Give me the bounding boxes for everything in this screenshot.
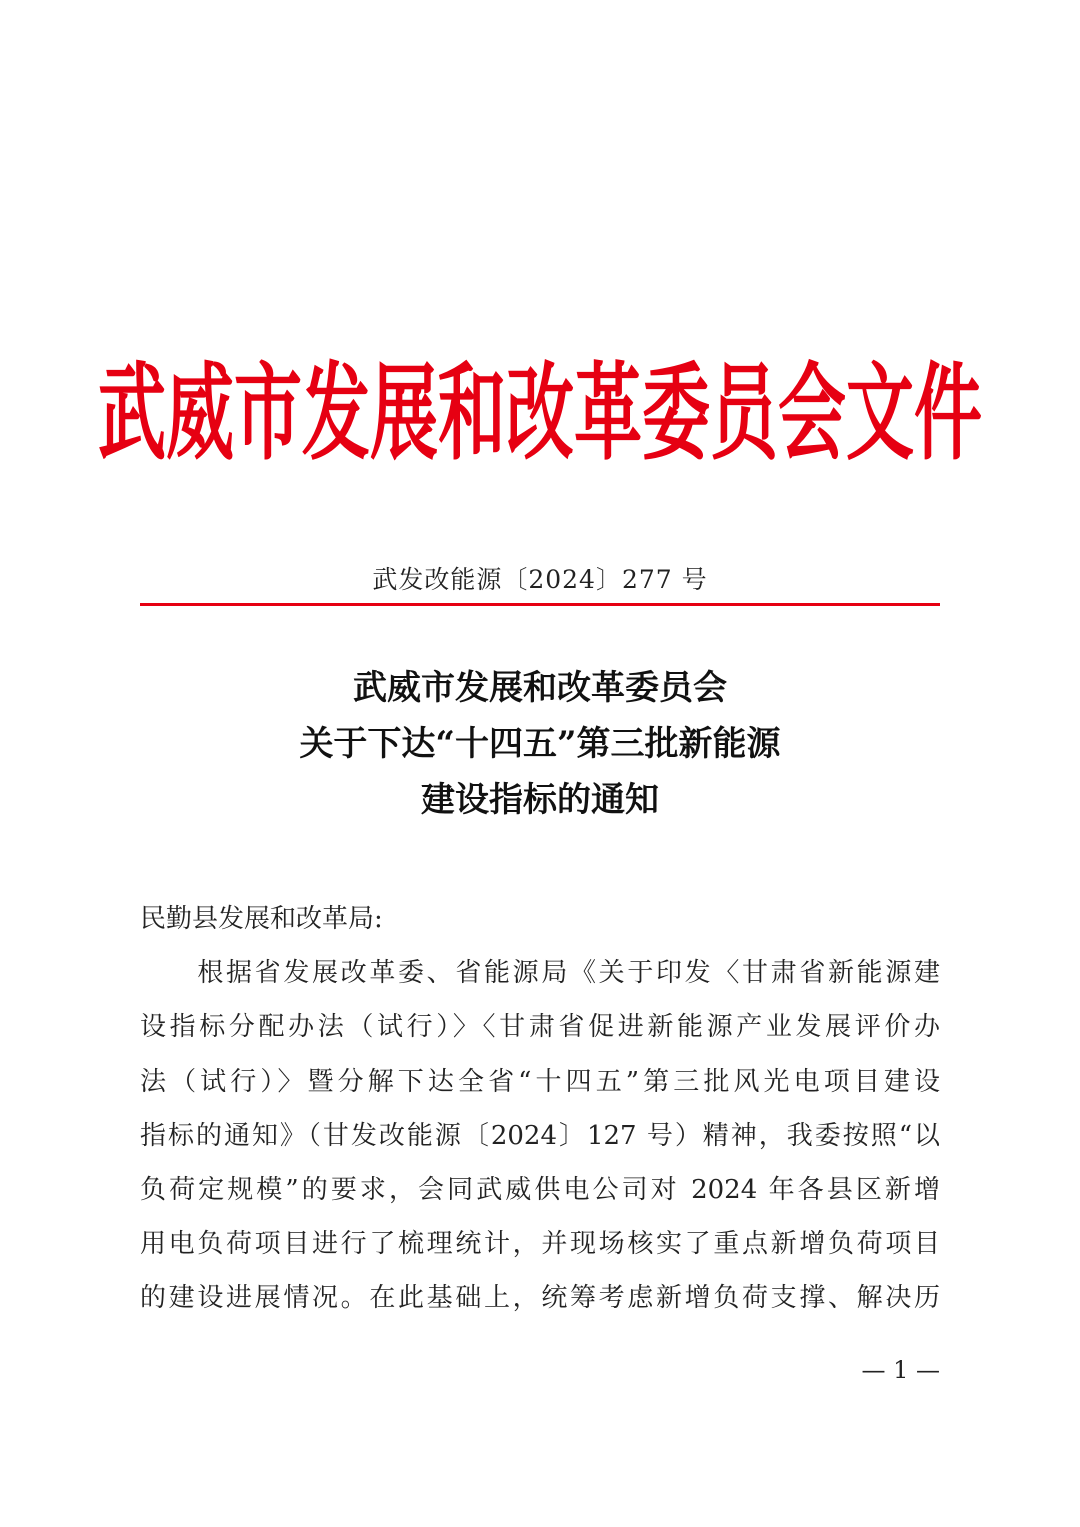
body-line: 的建设进展情况。在此基础上，统筹考虑新增负荷支撑、解决历 (140, 1283, 940, 1314)
body-line: 根据省发展改革委、省能源局《关于印发〈甘肃省新能源建 (140, 958, 940, 989)
body-line: 用电负荷项目进行了梳理统计，并现场核实了重点新增负荷项目 (140, 1229, 940, 1260)
body-line: 指标的通知》（甘发改能源〔2024〕127 号）精神，我委按照“以 (140, 1120, 940, 1151)
title-line: 武威市发展和改革委员会 (353, 668, 727, 708)
document-number: 武发改能源〔2024〕277 号 (372, 565, 708, 594)
document-title (140, 660, 940, 828)
title-line: 关于下达“十四五”第三批新能源 (299, 724, 781, 764)
title-line: 建设指标的通知 (421, 780, 659, 820)
red-separator-line (140, 603, 940, 606)
salutation: 民勤县发展和改革局: (140, 904, 383, 934)
page-number: — 1 — (861, 1356, 940, 1384)
masthead-text: 武威市发展和改革委员会文件 (98, 351, 983, 476)
document-body (140, 892, 940, 1326)
body-line: 负荷定规模”的要求，会同武威供电公司对 2024 年各县区新增 (140, 1174, 940, 1205)
masthead (98, 340, 983, 476)
body-line: 法（试行）〉暨分解下达全省“十四五”第三批风光电项目建设 (140, 1066, 940, 1097)
body-line: 设指标分配办法（试行）〉〈甘肃省促进新能源产业发展评价办 (140, 1012, 940, 1043)
